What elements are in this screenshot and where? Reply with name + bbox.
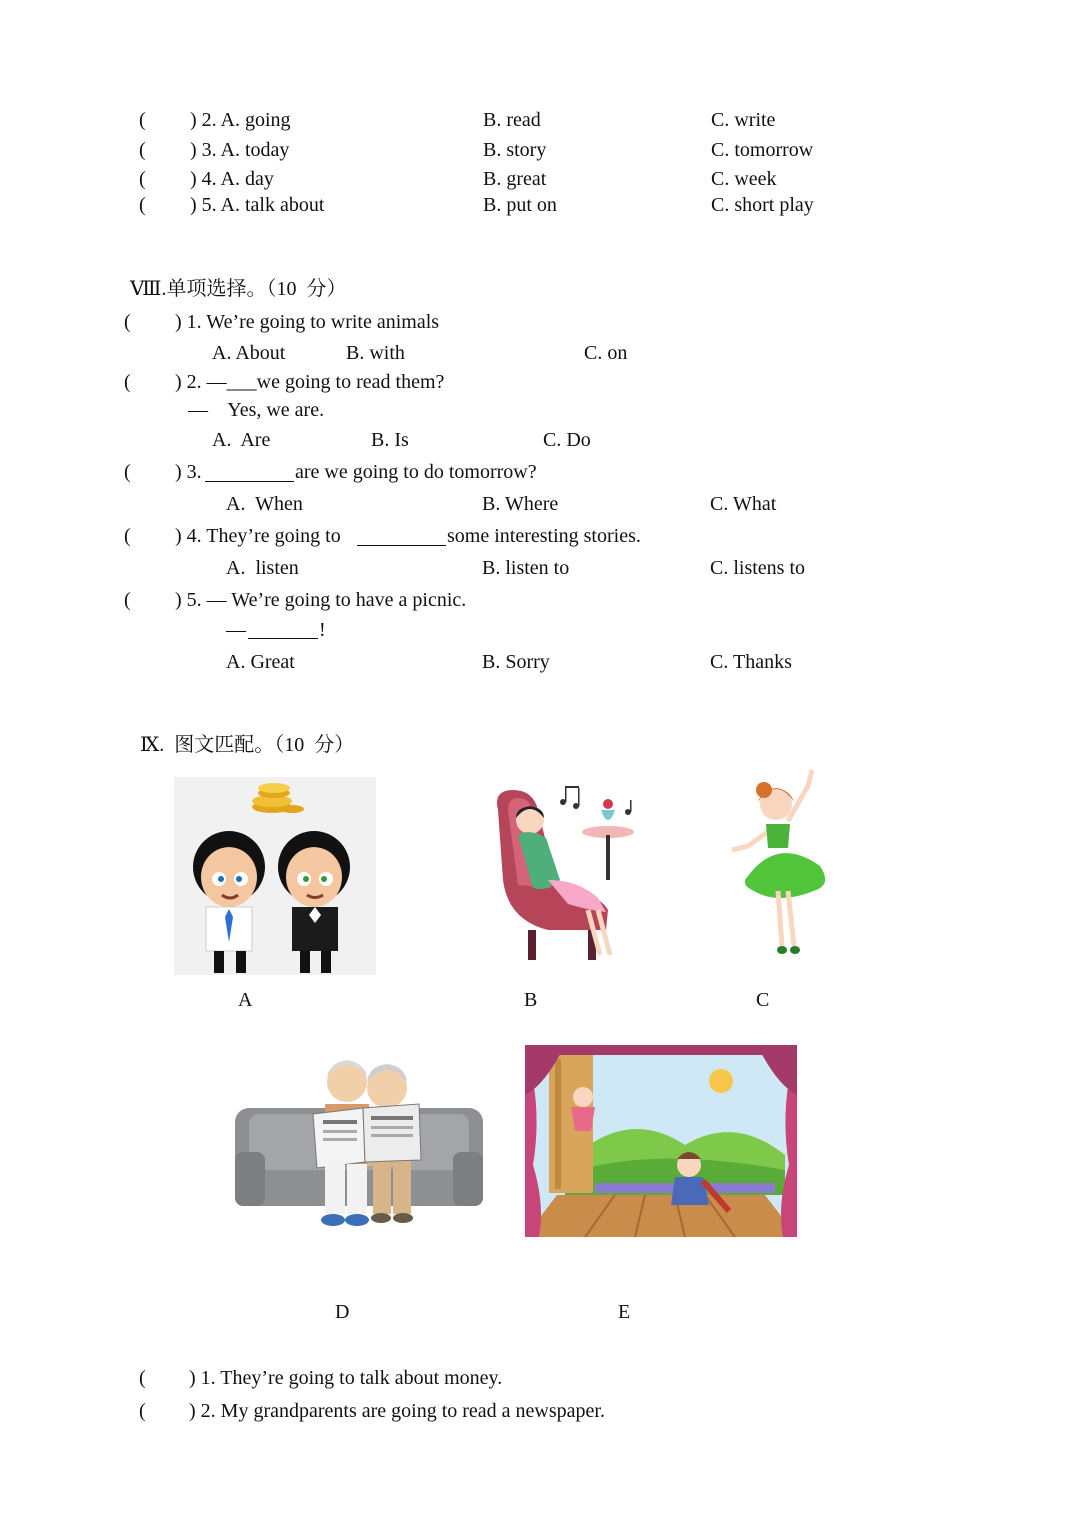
option-b: B. listen to (482, 557, 570, 579)
option-c: C. What (710, 493, 777, 515)
match-item-2: ) 2. My grandparents are going to read a newspaper. (189, 1400, 605, 1422)
option-a: A. When (226, 493, 303, 515)
option-a: ) 5. A. talk about (190, 194, 325, 216)
question-3-number: ) 3. (175, 461, 202, 483)
blank-line (248, 638, 318, 639)
option-a: ) 2. A. going (190, 109, 291, 131)
question-5-excl: ! (319, 619, 326, 641)
option-c: C. short play (711, 194, 814, 216)
option-c: C. listens to (710, 557, 806, 579)
option-a: A. Great (226, 651, 295, 673)
option-c: C. tomorrow (711, 139, 814, 161)
option-a: A. Are (212, 429, 271, 451)
newspaper-icon (313, 1104, 421, 1168)
match-item-1: ) 1. They’re going to talk about money. (189, 1367, 503, 1389)
picture-c-ballerina-illustration (728, 766, 843, 962)
answer-paren: ( (139, 139, 146, 161)
answer-paren: ( (124, 311, 131, 333)
blank-line (357, 545, 446, 546)
option-b: B. with (346, 342, 405, 364)
option-c: C. Do (543, 429, 591, 451)
question-1-stem: ) 1. We’re going to write animals (175, 311, 440, 333)
picture-a-businessmen-illustration (174, 777, 376, 975)
option-b: B. Is (371, 429, 409, 451)
option-a: A. About (212, 342, 286, 364)
question-5-stem: ) 5. — We’re going to have a picnic. (175, 589, 467, 611)
question-2-reply: — Yes, we are. (188, 399, 325, 421)
picture-label-d: D (335, 1301, 350, 1323)
question-4-stem: ) 4. They’re going to (175, 525, 341, 547)
option-b: B. read (483, 109, 541, 131)
answer-paren: ( (124, 525, 131, 547)
picture-label-c: C (756, 989, 770, 1011)
section-8-title: Ⅷ.单项选择。（10 分） (130, 278, 347, 300)
answer-paren: ( (124, 461, 131, 483)
option-a: ) 4. A. day (190, 168, 274, 190)
option-c: C. week (711, 168, 777, 190)
answer-paren: ( (139, 194, 146, 216)
picture-e-stage-play-illustration (525, 1045, 797, 1237)
option-a: A. listen (226, 557, 299, 579)
answer-paren: ( (139, 109, 146, 131)
picture-label-a: A (238, 989, 253, 1011)
option-c: C. write (711, 109, 776, 131)
question-4-stem-end: some interesting stories. (447, 525, 641, 547)
option-c: C. on (584, 342, 628, 364)
blank-line (205, 481, 294, 482)
music-notes-icon (560, 786, 632, 815)
option-b: B. Where (482, 493, 559, 515)
answer-paren: ( (139, 1400, 146, 1422)
question-2-stem: ) 2. —___we going to read them? (175, 371, 445, 393)
option-b: B. story (483, 139, 547, 161)
option-b: B. Sorry (482, 651, 550, 673)
answer-paren: ( (139, 1367, 146, 1389)
picture-d-grandparents-newspaper-illustration (235, 1052, 483, 1230)
question-3-stem: are we going to do tomorrow? (295, 461, 537, 483)
picture-b-girl-resting-illustration (488, 780, 638, 965)
option-c: C. Thanks (710, 651, 792, 673)
picture-label-e: E (618, 1301, 631, 1323)
option-b: B. put on (483, 194, 557, 216)
answer-paren: ( (124, 589, 131, 611)
picture-label-b: B (524, 989, 538, 1011)
answer-paren: ( (139, 168, 146, 190)
section-9-title: Ⅸ. 图文匹配。（10 分） (140, 734, 355, 756)
option-a: ) 3. A. today (190, 139, 290, 161)
answer-paren: ( (124, 371, 131, 393)
question-5-dash: — (226, 619, 246, 641)
option-b: B. great (483, 168, 547, 190)
